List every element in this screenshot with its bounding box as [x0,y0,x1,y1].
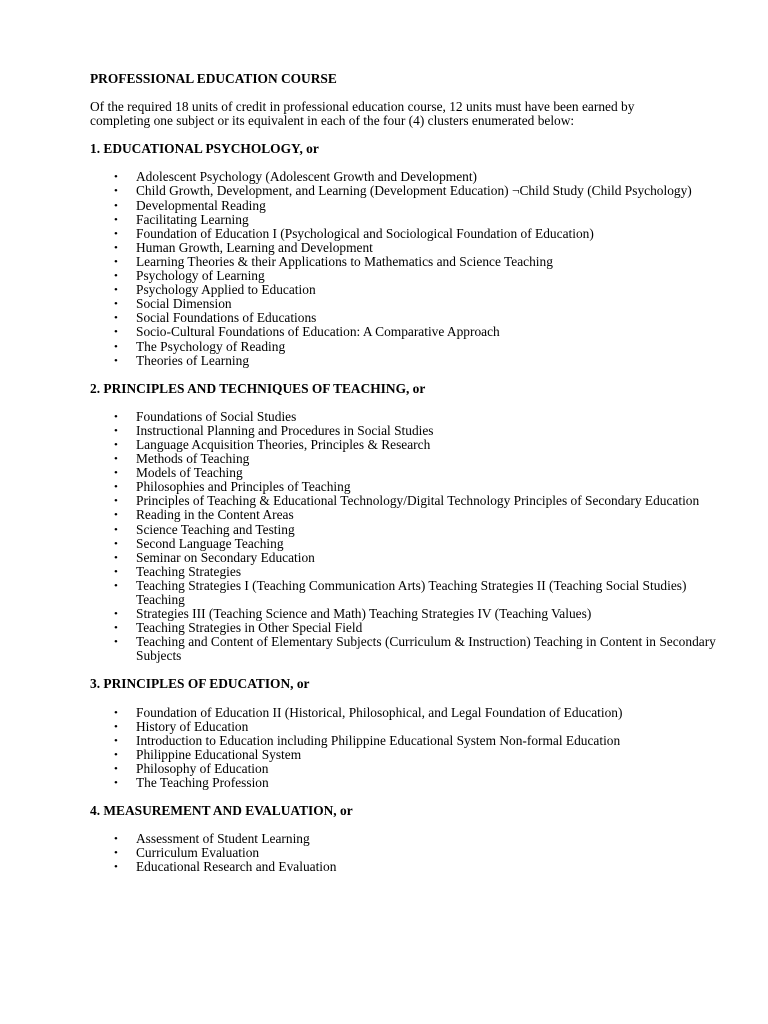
bullet-icon: • [114,509,118,522]
list-item [90,311,720,325]
list-item [90,523,720,537]
list-item [90,565,720,579]
bullet-icon: • [114,467,118,480]
bullet-icon: • [114,354,118,367]
bullet-icon: • [114,284,118,297]
bullet-icon: • [114,298,118,311]
list-item [90,621,720,635]
bullet-icon: • [114,608,118,621]
bullet-icon: • [114,312,118,325]
course-name: Foundations of Social Studies [136,408,297,424]
bullet-icon: • [114,636,118,649]
list-item [90,762,720,776]
course-name: Philosophy of Education [136,760,269,776]
bullet-icon: • [114,199,118,212]
bullet-icon: • [114,438,118,451]
course-name: Human Growth, Learning and Development [136,239,373,255]
bullet-icon: • [114,748,118,761]
bullet-icon: • [114,241,118,254]
cluster-list [90,142,728,874]
bullet-icon: • [114,255,118,268]
list-item [90,410,720,424]
course-name: The Teaching Profession [136,775,269,791]
course-list [90,832,728,874]
bullet-icon: • [114,326,118,339]
course-name: Developmental Reading [136,197,266,213]
list-item [90,297,720,311]
course-name: Socio-Cultural Foundations of Education: A Comparative Approach [136,324,500,340]
list-item [90,494,720,508]
course-name: Reading in the Content Areas [136,507,294,523]
list-item [90,354,720,368]
course-name: Adolescent Psychology (Adolescent Growth and Development) [136,169,478,185]
bullet-icon: • [114,481,118,494]
list-item [90,579,720,607]
course-name: Learning Theories & their Applications to Mathematics and Science Teaching [136,253,553,269]
bullet-icon: • [114,227,118,240]
bullet-icon: • [114,720,118,733]
course-name: Seminar on Secondary Education [136,549,315,565]
course-name: Facilitating Learning [136,211,249,227]
cluster-section [90,142,728,367]
list-item [90,227,720,241]
course-name: Teaching Strategies [136,563,242,579]
list-item [90,860,720,874]
bullet-icon: • [114,213,118,226]
list-item [90,452,720,466]
course-name: Methods of Teaching [136,451,250,467]
course-name: Curriculum Evaluation [136,845,260,861]
bullet-icon: • [114,537,118,550]
bullet-icon: • [114,424,118,437]
list-item [90,466,720,480]
cluster-heading: 3. PRINCIPLES OF EDUCATION, or [90,676,310,692]
bullet-icon: • [114,551,118,564]
cluster-heading: 4. MEASUREMENT AND EVALUATION, or [90,803,353,819]
bullet-icon: • [114,495,118,508]
bullet-icon: • [114,185,118,198]
course-name: Teaching Strategies in Other Special Field [136,620,363,636]
intro-paragraph: Of the required 18 units of credit in professional education course, 12 units must have been earned by completing one subject or its equivalent in each of the four (4) clusters enumerated below: [90,99,635,129]
course-name: Philosophies and Principles of Teaching [136,479,351,495]
list-item [90,748,720,762]
list-item [90,283,720,297]
bullet-icon: • [114,847,118,860]
course-name: Principles of Teaching & Educational Technology/Digital Technology Principles of Secondary Education [136,493,700,509]
cluster-section [90,677,728,790]
list-item [90,213,720,227]
bullet-icon: • [114,523,118,536]
course-name: Philippine Educational System [136,746,302,762]
list-item [90,438,720,452]
list-item [90,325,720,339]
bullet-icon: • [114,340,118,353]
list-item [90,551,720,565]
bullet-icon: • [114,270,118,283]
list-item [90,170,720,184]
course-list [90,410,728,664]
list-item [90,241,720,255]
course-list [90,706,728,791]
list-item [90,706,720,720]
list-item [90,635,720,663]
course-name: Assessment of Student Learning [136,831,310,847]
course-name: Social Dimension [136,296,232,312]
cluster-section [90,804,728,874]
bullet-icon: • [114,622,118,635]
bullet-icon: • [114,171,118,184]
list-item [90,832,720,846]
bullet-icon: • [114,777,118,790]
course-name: Child Growth, Development, and Learning (Development Education) ¬Child Study (Child Psychology) [136,183,692,199]
list-item [90,734,720,748]
cluster-section [90,382,728,664]
list-item [90,184,720,198]
course-name: Educational Research and Evaluation [136,859,337,875]
list-item [90,776,720,790]
course-name: Strategies III (Teaching Science and Math) Teaching Strategies IV (Teaching Values) [136,606,592,622]
course-name: Teaching Strategies I (Teaching Communication Arts) Teaching Strategies II (Teaching Social Studies) Teaching [136,577,687,607]
cluster-heading: 2. PRINCIPLES AND TECHNIQUES OF TEACHING, or [90,380,426,396]
bullet-icon: • [114,861,118,874]
bullet-icon: • [114,565,118,578]
bullet-icon: • [114,762,118,775]
course-name: Foundation of Education II (Historical, Philosophical, and Legal Foundation of Education) [136,704,623,720]
course-name: Second Language Teaching [136,535,284,551]
bullet-icon: • [114,579,118,592]
bullet-icon: • [114,734,118,747]
course-name: Foundation of Education I (Psychological and Sociological Foundation of Education) [136,225,594,241]
course-name: Introduction to Education including Philippine Educational System Non-formal Education [136,732,621,748]
course-name: Teaching and Content of Elementary Subjects (Curriculum & Instruction) Teaching in Content in Secondary Subjects [136,634,716,664]
bullet-icon: • [114,410,118,423]
course-name: Models of Teaching [136,465,243,481]
document-title: PROFESSIONAL EDUCATION COURSE [90,71,337,86]
course-name: Science Teaching and Testing [136,521,295,537]
list-item [90,537,720,551]
bullet-icon: • [114,706,118,719]
bullet-icon: • [114,833,118,846]
list-item [90,508,720,522]
list-item [90,720,720,734]
cluster-heading: 1. EDUCATIONAL PSYCHOLOGY, or [90,141,319,157]
course-name: History of Education [136,718,249,734]
list-item [90,480,720,494]
list-item [90,255,720,269]
course-name: The Psychology of Reading [136,338,286,354]
course-name: Language Acquisition Theories, Principles & Research [136,436,431,452]
list-item [90,340,720,354]
course-list [90,170,728,367]
list-item [90,424,720,438]
list-item [90,846,720,860]
course-name: Social Foundations of Educations [136,310,317,326]
course-name: Theories of Learning [136,352,250,368]
course-name: Psychology Applied to Education [136,282,316,298]
list-item [90,607,720,621]
list-item [90,199,720,213]
bullet-icon: • [114,453,118,466]
course-name: Psychology of Learning [136,268,265,284]
list-item [90,269,720,283]
course-name: Instructional Planning and Procedures in Social Studies [136,422,434,438]
